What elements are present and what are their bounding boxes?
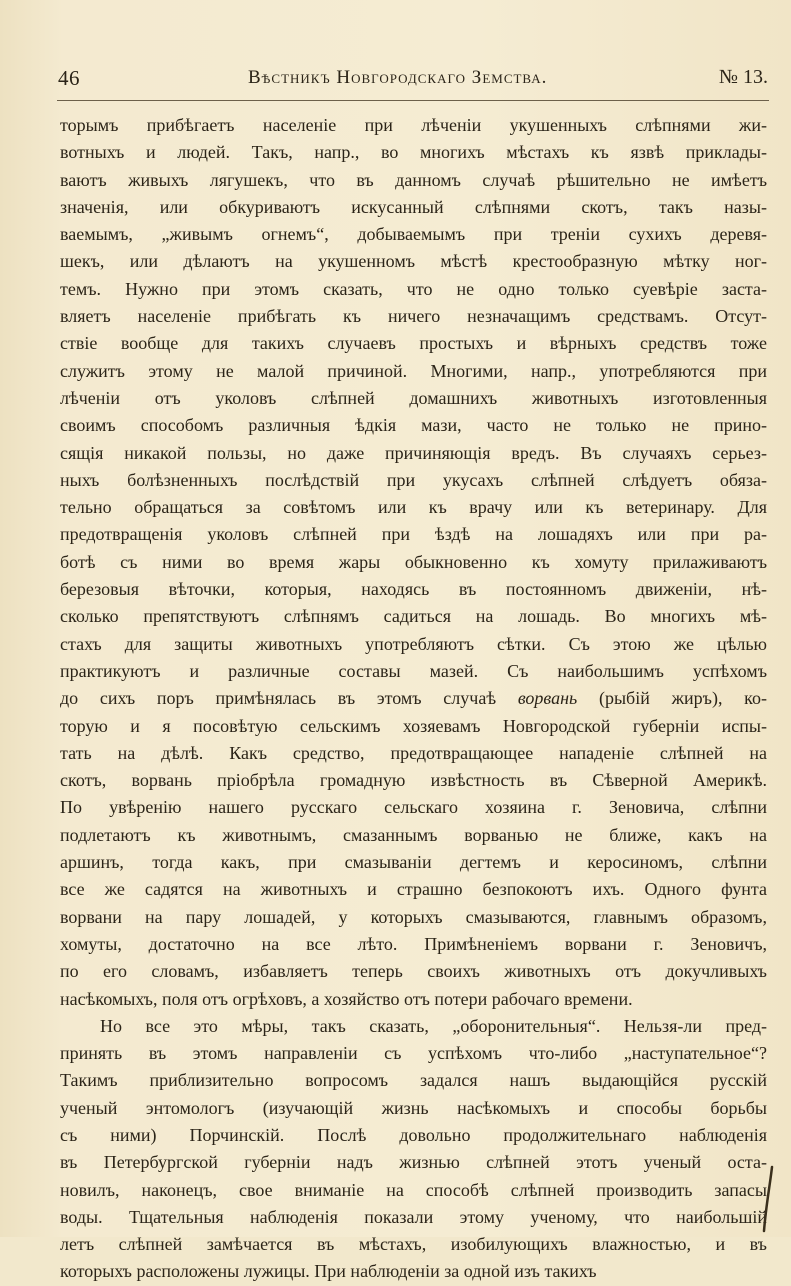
text-line: стахъ для защиты животныхъ употребляютъ сѣтки. Съ этою же цѣлью bbox=[60, 633, 767, 654]
text-line: лѣченіи отъ уколовъ слѣпней домашнихъ животныхъ изготовленныя bbox=[60, 387, 767, 408]
text-line: скотъ, ворвань пріобрѣла громадную извѣстность въ Сѣверной Америкѣ. bbox=[60, 770, 767, 791]
text-line: хомуты, достаточно на все лѣто. Примѣненіемъ ворвани г. Зеновичъ, bbox=[60, 933, 767, 954]
text-line: значенія, или обкуриваютъ искусанный слѣпнями скотъ, такъ назы- bbox=[60, 196, 767, 217]
text-line: въ Петербургской губерніи надъ жизнью слѣпней этотъ ученый оста- bbox=[60, 1152, 767, 1173]
margin-pencil-mark bbox=[760, 1165, 776, 1233]
text-line: ваемымъ, „живымъ огнемъ“, добываемымъ при треніи сухихъ деревя- bbox=[60, 224, 767, 245]
text-line: ныхъ болѣзненныхъ послѣдствій при укусахъ слѣпней слѣдуетъ обяза- bbox=[60, 469, 767, 490]
text-line: Такимъ приблизительно вопросомъ задался нашъ выдающійся русскій bbox=[60, 1070, 767, 1091]
text-line: подлетаютъ къ животнымъ, смазаннымъ ворванью не ближе, какъ на bbox=[60, 824, 767, 845]
text-line: до сихъ поръ примѣнялась въ этомъ случаѣ ворвань (рыбій жиръ), ко- bbox=[60, 688, 767, 709]
running-header bbox=[58, 66, 768, 94]
text-line: ученый энтомологъ (изучающій жизнь насѣкомыхъ и способы борьбы bbox=[60, 1097, 767, 1118]
text-line: съ ними) Порчинскій. Послѣ довольно продолжительнаго наблюденія bbox=[60, 1124, 767, 1145]
journal-title: Вѣстникъ Новгородскаго Земства. bbox=[248, 67, 548, 88]
text-line: вотныхъ и людей. Такъ, напр., во многихъ мѣстахъ къ язвѣ приклады- bbox=[60, 142, 767, 163]
italic-term: ворвань bbox=[517, 688, 578, 709]
text-line: темъ. Нужно при этомъ сказать, что не одно только суевѣріе заста- bbox=[60, 278, 767, 299]
text-line: предотвращенія уколовъ слѣпней при ѣздѣ на лошадяхъ или при ра- bbox=[60, 524, 767, 545]
text-line: ствіе вообще для такихъ случаевъ простыхъ и вѣрныхъ средствъ тоже bbox=[60, 333, 767, 354]
text-line: тать на дѣлѣ. Какъ средство, предотвращающее нападеніе слѣпней на bbox=[60, 742, 767, 763]
text-line: сящія никакой пользы, но даже причиняющія вредъ. Въ случаяхъ серьез- bbox=[60, 442, 767, 463]
text-line: ваютъ живыхъ лягушекъ, что въ данномъ случаѣ рѣшительно не имѣетъ bbox=[60, 169, 767, 190]
text-line: торымъ прибѣгаетъ населеніе при лѣченіи укушенныхъ слѣпнями жи- bbox=[60, 115, 767, 135]
issue-number: № 13. bbox=[718, 66, 768, 88]
text-line: практикуютъ и различные составы мазей. Съ наибольшимъ успѣхомъ bbox=[60, 660, 767, 681]
text-line: По увѣренію нашего русскаго сельскаго хозяина г. Зеновича, слѣпни bbox=[60, 797, 767, 818]
header-rule bbox=[57, 100, 769, 101]
text-line: своимъ способомъ различныя ѣдкія мази, часто не только не прино- bbox=[60, 415, 767, 436]
text-line: ботѣ съ ними во время жары обыкновенно къ хомуту прилаживаютъ bbox=[60, 551, 767, 572]
body-text bbox=[60, 112, 767, 1286]
text-line: аршинъ, тогда какъ, при смазываніи дегтемъ и керосиномъ, слѣпни bbox=[60, 852, 767, 873]
text-line: насѣкомыхъ, поля отъ огрѣховъ, а хозяйство отъ потери рабочаго времени. bbox=[60, 988, 633, 1009]
text-line: Но все это мѣры, такъ сказать, „оборонительныя“. Нельзя-ли пред- bbox=[100, 1015, 767, 1036]
text-line: торую и я посовѣтую сельскимъ хозяевамъ Новгородской губерніи испы- bbox=[60, 715, 767, 736]
text-line: летъ слѣпней замѣчается въ мѣстахъ, изобилующихъ влажностью, и въ bbox=[60, 1234, 767, 1255]
text-line: сколько препятствуютъ слѣпнямъ садиться на лошадь. Во многихъ мѣ- bbox=[60, 606, 767, 627]
text-line: новилъ, наконецъ, свое вниманіе на способѣ слѣпней производить запасы bbox=[60, 1179, 767, 1200]
text-line: шекъ, или дѣлаютъ на укушенномъ мѣстѣ крестообразную мѣтку ног- bbox=[60, 251, 767, 272]
text-line: все же садятся на животныхъ и страшно безпокоютъ ихъ. Одного фунта bbox=[60, 879, 767, 900]
text-line: тельно обращаться за совѣтомъ или къ врачу или къ ветеринару. Для bbox=[60, 497, 767, 518]
text-line: служитъ этому не малой причиной. Многими, напр., употребляются при bbox=[60, 360, 767, 381]
text-line: березовыя вѣточки, которыя, находясь въ постоянномъ движеніи, нѣ- bbox=[60, 579, 767, 600]
text-line: которыхъ расположены лужицы. При наблюденіи за одной изъ такихъ bbox=[60, 1261, 597, 1282]
page-number: 46 bbox=[58, 66, 80, 90]
text-line: ворвани на пару лошадей, у которыхъ смазываются, главнымъ образомъ, bbox=[60, 906, 767, 927]
text-line: по его словамъ, избавляетъ теперь своихъ животныхъ отъ докучливыхъ bbox=[60, 961, 767, 982]
text-line: вляетъ населеніе прибѣгать къ ничего незначащимъ средствамъ. Отсут- bbox=[60, 306, 767, 327]
text-line: воды. Тщательныя наблюденія показали этому ученому, что наибольшій bbox=[60, 1206, 767, 1227]
text-line: принять въ этомъ направленіи съ успѣхомъ что-либо „наступательное“? bbox=[60, 1043, 767, 1064]
